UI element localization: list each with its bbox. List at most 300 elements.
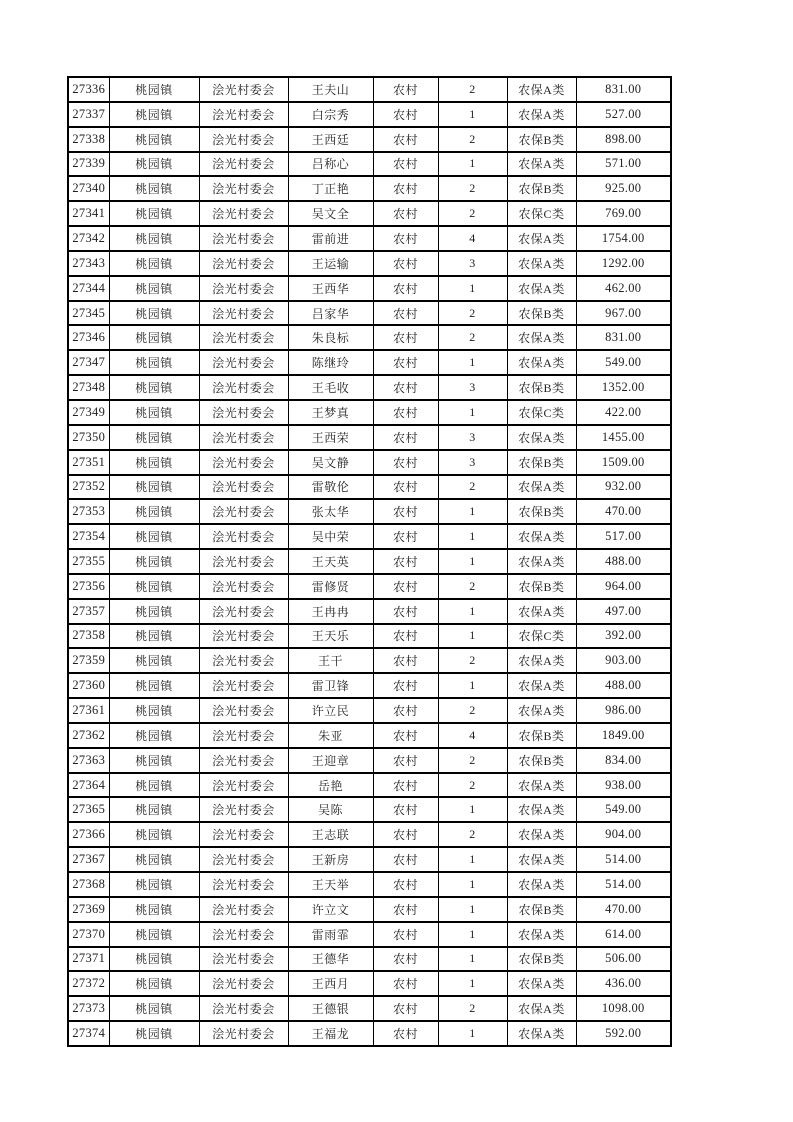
cell-count: 1 [438,847,507,872]
table-row [68,996,671,1021]
cell-amount: 517.00 [576,524,671,549]
cell-id: 27374 [68,1021,109,1046]
cell-amount: 462.00 [576,276,671,301]
cell-id: 27357 [68,599,109,624]
cell-count: 2 [438,996,507,1021]
cell-category: 农村 [373,450,438,475]
cell-count: 2 [438,748,507,773]
table-row [68,947,671,972]
cell-village: 浍光村委会 [199,624,288,649]
cell-town: 桃园镇 [109,226,199,251]
cell-type: 农保B类 [507,375,576,400]
cell-village: 浍光村委会 [199,971,288,996]
cell-name: 王迎章 [288,748,373,773]
cell-id: 27367 [68,847,109,872]
cell-id: 27356 [68,574,109,599]
cell-count: 1 [438,549,507,574]
cell-id: 27340 [68,176,109,201]
cell-category: 农村 [373,276,438,301]
cell-name: 丁正艳 [288,176,373,201]
cell-category: 农村 [373,77,438,102]
cell-town: 桃园镇 [109,897,199,922]
table-row [68,499,671,524]
cell-village: 浍光村委会 [199,648,288,673]
table-row [68,1021,671,1046]
cell-town: 桃园镇 [109,624,199,649]
cell-name: 陈继玲 [288,350,373,375]
cell-name: 王西华 [288,276,373,301]
cell-village: 浍光村委会 [199,549,288,574]
table-row [68,574,671,599]
cell-count: 3 [438,425,507,450]
cell-village: 浍光村委会 [199,77,288,102]
cell-category: 农村 [373,897,438,922]
cell-name: 雷前进 [288,226,373,251]
cell-type: 农保B类 [507,176,576,201]
cell-id: 27358 [68,624,109,649]
cell-count: 2 [438,648,507,673]
cell-count: 2 [438,301,507,326]
cell-type: 农保A类 [507,425,576,450]
cell-amount: 422.00 [576,400,671,425]
table-row [68,127,671,152]
cell-count: 4 [438,226,507,251]
cell-type: 农保B类 [507,574,576,599]
cell-id: 27337 [68,102,109,127]
cell-town: 桃园镇 [109,922,199,947]
cell-village: 浍光村委会 [199,996,288,1021]
cell-amount: 549.00 [576,797,671,822]
cell-id: 27368 [68,872,109,897]
cell-id: 27351 [68,450,109,475]
cell-town: 桃园镇 [109,773,199,798]
table-row [68,301,671,326]
cell-id: 27361 [68,698,109,723]
cell-amount: 964.00 [576,574,671,599]
cell-village: 浍光村委会 [199,773,288,798]
cell-village: 浍光村委会 [199,673,288,698]
cell-amount: 898.00 [576,127,671,152]
cell-village: 浍光村委会 [199,872,288,897]
cell-id: 27353 [68,499,109,524]
cell-name: 王毛收 [288,375,373,400]
table-row [68,723,671,748]
cell-name: 王新房 [288,847,373,872]
cell-village: 浍光村委会 [199,450,288,475]
cell-id: 27349 [68,400,109,425]
cell-count: 2 [438,822,507,847]
cell-village: 浍光村委会 [199,475,288,500]
cell-name: 雷卫锋 [288,673,373,698]
cell-amount: 925.00 [576,176,671,201]
cell-type: 农保A类 [507,698,576,723]
cell-village: 浍光村委会 [199,748,288,773]
cell-town: 桃园镇 [109,748,199,773]
cell-amount: 470.00 [576,897,671,922]
cell-category: 农村 [373,947,438,972]
cell-count: 3 [438,450,507,475]
cell-name: 王志联 [288,822,373,847]
cell-id: 27347 [68,350,109,375]
cell-count: 1 [438,599,507,624]
cell-category: 农村 [373,301,438,326]
cell-category: 农村 [373,1021,438,1046]
cell-count: 2 [438,176,507,201]
cell-count: 2 [438,325,507,350]
cell-count: 2 [438,773,507,798]
table-row [68,922,671,947]
cell-amount: 470.00 [576,499,671,524]
cell-town: 桃园镇 [109,698,199,723]
cell-village: 浍光村委会 [199,947,288,972]
table-row [68,971,671,996]
cell-type: 农保A类 [507,549,576,574]
cell-town: 桃园镇 [109,276,199,301]
cell-count: 1 [438,673,507,698]
cell-village: 浍光村委会 [199,152,288,177]
cell-name: 王西月 [288,971,373,996]
cell-town: 桃园镇 [109,201,199,226]
cell-town: 桃园镇 [109,673,199,698]
table-row [68,624,671,649]
table-row [68,847,671,872]
cell-village: 浍光村委会 [199,897,288,922]
cell-count: 1 [438,400,507,425]
table-row [68,226,671,251]
cell-name: 吕称心 [288,152,373,177]
cell-id: 27370 [68,922,109,947]
cell-village: 浍光村委会 [199,251,288,276]
cell-count: 1 [438,797,507,822]
cell-amount: 831.00 [576,325,671,350]
cell-village: 浍光村委会 [199,847,288,872]
cell-category: 农村 [373,847,438,872]
cell-type: 农保A类 [507,350,576,375]
cell-amount: 592.00 [576,1021,671,1046]
cell-category: 农村 [373,176,438,201]
cell-id: 27362 [68,723,109,748]
cell-village: 浍光村委会 [199,400,288,425]
cell-count: 1 [438,152,507,177]
table-row [68,698,671,723]
cell-type: 农保B类 [507,127,576,152]
cell-village: 浍光村委会 [199,698,288,723]
table-row [68,897,671,922]
cell-amount: 1352.00 [576,375,671,400]
cell-id: 27342 [68,226,109,251]
cell-name: 许立民 [288,698,373,723]
cell-amount: 436.00 [576,971,671,996]
cell-town: 桃园镇 [109,996,199,1021]
cell-category: 农村 [373,748,438,773]
cell-amount: 1098.00 [576,996,671,1021]
cell-name: 王天英 [288,549,373,574]
cell-category: 农村 [373,648,438,673]
cell-town: 桃园镇 [109,1021,199,1046]
cell-name: 吴文全 [288,201,373,226]
cell-category: 农村 [373,425,438,450]
cell-amount: 903.00 [576,648,671,673]
cell-count: 1 [438,350,507,375]
cell-id: 27365 [68,797,109,822]
cell-category: 农村 [373,102,438,127]
cell-name: 朱良标 [288,325,373,350]
cell-town: 桃园镇 [109,251,199,276]
cell-name: 王干 [288,648,373,673]
cell-name: 吴陈 [288,797,373,822]
cell-id: 27343 [68,251,109,276]
cell-category: 农村 [373,922,438,947]
cell-id: 27348 [68,375,109,400]
cell-village: 浍光村委会 [199,375,288,400]
cell-village: 浍光村委会 [199,201,288,226]
cell-town: 桃园镇 [109,947,199,972]
cell-type: 农保A类 [507,797,576,822]
cell-type: 农保A类 [507,996,576,1021]
cell-town: 桃园镇 [109,847,199,872]
cell-category: 农村 [373,773,438,798]
table-row [68,251,671,276]
cell-amount: 614.00 [576,922,671,947]
table-row [68,325,671,350]
cell-category: 农村 [373,127,438,152]
cell-category: 农村 [373,698,438,723]
cell-type: 农保A类 [507,1021,576,1046]
cell-id: 27338 [68,127,109,152]
table-row [68,425,671,450]
cell-count: 1 [438,524,507,549]
cell-town: 桃园镇 [109,574,199,599]
table-row [68,176,671,201]
cell-id: 27372 [68,971,109,996]
cell-amount: 1754.00 [576,226,671,251]
cell-count: 1 [438,624,507,649]
cell-type: 农保A类 [507,524,576,549]
cell-town: 桃园镇 [109,425,199,450]
pension-record-table [67,76,672,1047]
cell-count: 1 [438,276,507,301]
cell-type: 农保A类 [507,773,576,798]
cell-type: 农保B类 [507,499,576,524]
cell-name: 雷修贤 [288,574,373,599]
cell-village: 浍光村委会 [199,301,288,326]
cell-type: 农保C类 [507,624,576,649]
cell-town: 桃园镇 [109,872,199,897]
cell-category: 农村 [373,400,438,425]
cell-count: 3 [438,251,507,276]
cell-town: 桃园镇 [109,325,199,350]
cell-category: 农村 [373,549,438,574]
table-row [68,673,671,698]
cell-name: 王德华 [288,947,373,972]
cell-id: 27363 [68,748,109,773]
cell-village: 浍光村委会 [199,325,288,350]
cell-type: 农保A类 [507,872,576,897]
cell-type: 农保A类 [507,251,576,276]
table-row [68,748,671,773]
cell-type: 农保A类 [507,847,576,872]
cell-type: 农保A类 [507,102,576,127]
cell-name: 王福龙 [288,1021,373,1046]
cell-amount: 904.00 [576,822,671,847]
cell-type: 农保A类 [507,226,576,251]
cell-town: 桃园镇 [109,549,199,574]
cell-village: 浍光村委会 [199,102,288,127]
cell-name: 吕家华 [288,301,373,326]
cell-category: 农村 [373,574,438,599]
cell-village: 浍光村委会 [199,127,288,152]
cell-town: 桃园镇 [109,77,199,102]
table-row [68,524,671,549]
cell-type: 农保B类 [507,723,576,748]
cell-id: 27346 [68,325,109,350]
cell-name: 王德银 [288,996,373,1021]
cell-count: 1 [438,922,507,947]
table-row [68,400,671,425]
cell-town: 桃园镇 [109,797,199,822]
cell-count: 1 [438,897,507,922]
table-row [68,773,671,798]
cell-village: 浍光村委会 [199,822,288,847]
cell-category: 农村 [373,872,438,897]
cell-amount: 488.00 [576,673,671,698]
cell-type: 农保A类 [507,276,576,301]
cell-town: 桃园镇 [109,450,199,475]
cell-type: 农保A类 [507,599,576,624]
table-row [68,822,671,847]
cell-amount: 514.00 [576,847,671,872]
cell-town: 桃园镇 [109,350,199,375]
cell-name: 吴中荣 [288,524,373,549]
cell-village: 浍光村委会 [199,922,288,947]
cell-type: 农保A类 [507,475,576,500]
cell-count: 1 [438,499,507,524]
cell-category: 农村 [373,996,438,1021]
cell-category: 农村 [373,152,438,177]
cell-id: 27336 [68,77,109,102]
table-row [68,872,671,897]
cell-id: 27366 [68,822,109,847]
cell-amount: 549.00 [576,350,671,375]
cell-category: 农村 [373,251,438,276]
cell-name: 王梦真 [288,400,373,425]
cell-town: 桃园镇 [109,524,199,549]
table-row [68,599,671,624]
cell-name: 王运输 [288,251,373,276]
cell-count: 1 [438,947,507,972]
table-row [68,648,671,673]
cell-amount: 831.00 [576,77,671,102]
cell-name: 王夫山 [288,77,373,102]
cell-type: 农保A类 [507,648,576,673]
cell-count: 2 [438,475,507,500]
cell-name: 雷敬伦 [288,475,373,500]
cell-amount: 488.00 [576,549,671,574]
cell-village: 浍光村委会 [199,723,288,748]
cell-village: 浍光村委会 [199,276,288,301]
cell-id: 27373 [68,996,109,1021]
cell-town: 桃园镇 [109,127,199,152]
cell-type: 农保A类 [507,822,576,847]
cell-name: 王西荣 [288,425,373,450]
cell-name: 王天举 [288,872,373,897]
cell-amount: 571.00 [576,152,671,177]
cell-amount: 527.00 [576,102,671,127]
cell-village: 浍光村委会 [199,797,288,822]
cell-amount: 938.00 [576,773,671,798]
cell-type: 农保A类 [507,922,576,947]
cell-id: 27355 [68,549,109,574]
cell-amount: 1849.00 [576,723,671,748]
cell-town: 桃园镇 [109,648,199,673]
cell-amount: 1292.00 [576,251,671,276]
cell-type: 农保A类 [507,152,576,177]
cell-name: 吴文静 [288,450,373,475]
cell-village: 浍光村委会 [199,574,288,599]
table-row [68,475,671,500]
cell-count: 3 [438,375,507,400]
cell-count: 2 [438,127,507,152]
table-row [68,201,671,226]
cell-id: 27341 [68,201,109,226]
cell-category: 农村 [373,499,438,524]
cell-name: 岳艳 [288,773,373,798]
cell-name: 张太华 [288,499,373,524]
cell-category: 农村 [373,971,438,996]
cell-amount: 932.00 [576,475,671,500]
cell-name: 雷雨霏 [288,922,373,947]
cell-category: 农村 [373,375,438,400]
cell-count: 1 [438,872,507,897]
cell-id: 27369 [68,897,109,922]
cell-count: 4 [438,723,507,748]
table-row [68,276,671,301]
cell-amount: 967.00 [576,301,671,326]
cell-category: 农村 [373,350,438,375]
cell-id: 27364 [68,773,109,798]
cell-type: 农保C类 [507,201,576,226]
cell-count: 1 [438,102,507,127]
cell-id: 27339 [68,152,109,177]
pension-record-table-body [68,77,671,1046]
cell-village: 浍光村委会 [199,1021,288,1046]
cell-amount: 1455.00 [576,425,671,450]
cell-category: 农村 [373,226,438,251]
table-row [68,549,671,574]
cell-category: 农村 [373,599,438,624]
table-row [68,77,671,102]
cell-town: 桃园镇 [109,599,199,624]
cell-type: 农保B类 [507,947,576,972]
cell-id: 27350 [68,425,109,450]
cell-type: 农保B类 [507,301,576,326]
cell-id: 27352 [68,475,109,500]
cell-village: 浍光村委会 [199,425,288,450]
cell-category: 农村 [373,524,438,549]
cell-type: 农保B类 [507,748,576,773]
cell-town: 桃园镇 [109,152,199,177]
cell-village: 浍光村委会 [199,176,288,201]
cell-village: 浍光村委会 [199,599,288,624]
cell-amount: 1509.00 [576,450,671,475]
cell-amount: 506.00 [576,947,671,972]
cell-village: 浍光村委会 [199,499,288,524]
cell-category: 农村 [373,475,438,500]
cell-amount: 986.00 [576,698,671,723]
cell-name: 许立文 [288,897,373,922]
cell-id: 27360 [68,673,109,698]
cell-town: 桃园镇 [109,301,199,326]
